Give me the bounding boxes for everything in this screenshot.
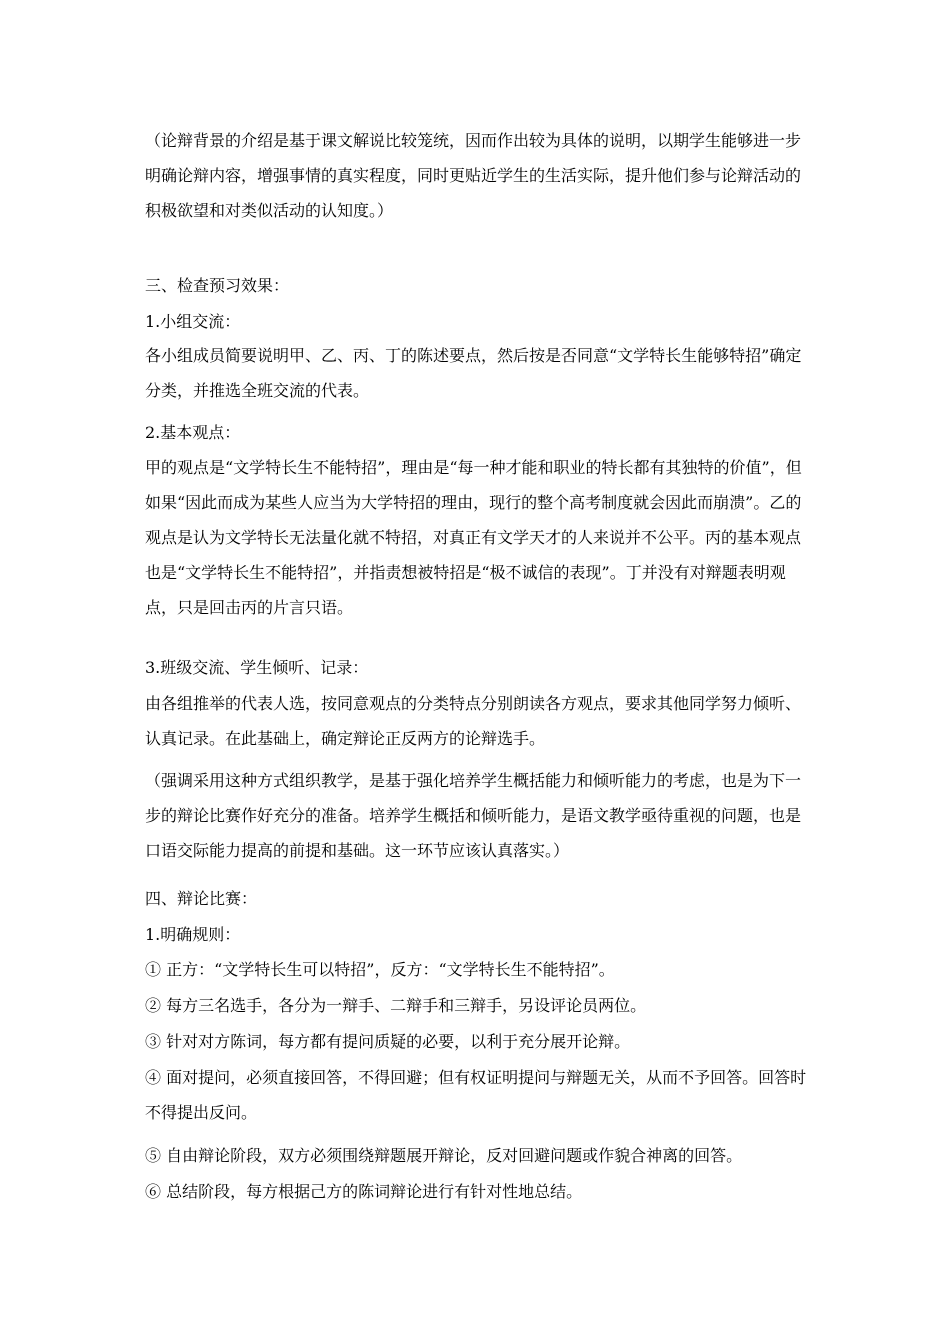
rule-item-2: ② 每方三名选手，各分为一辩手、二辩手和三辩手，另设评论员两位。: [145, 996, 647, 1015]
subheading-rules: 1.明确规则：: [145, 925, 241, 944]
subheading-class-exchange: 3.班级交流、学生倾听、记录：: [145, 658, 369, 677]
paragraph-debate-background-note: （论辩背景的介绍是基于课文解说比较笼统，因而作出较为具体的说明，以期学生能够进一步明确论辩内容，增强事情的真实程度，同时更贴近学生的生活实际，提升他们参与论辩活动的积极欲望和对类似活动的认知度。）: [145, 131, 802, 220]
paragraph-class-exchange: 由各组推举的代表人选，按同意观点的分类特点分别朗读各方观点，要求其他同学努力倾听、认真记录。在此基础上，确定辩论正反两方的论辩选手。: [145, 694, 802, 748]
paragraph-group-exchange: 各小组成员简要说明甲、乙、丙、丁的陈述要点，然后按是否同意“文学特长生能够特招”确定分类，并推选全班交流的代表。: [145, 346, 802, 400]
rule-item-4: ④ 面对提问，必须直接回答，不得回避；但有权证明提问与辩题无关，从而不予回答。回答时不得提出反问。: [145, 1068, 807, 1122]
rule-item-6: ⑥ 总结阶段，每方根据己方的陈词辩论进行有针对性地总结。: [145, 1182, 583, 1201]
rule-item-5: ⑤ 自由辩论阶段，双方必须围绕辩题展开辩论，反对回避问题或作貌合神离的回答。: [145, 1146, 743, 1165]
rule-item-3: ③ 针对对方陈词，每方都有提问质疑的必要，以利于充分展开论辩。: [145, 1032, 631, 1051]
heading-debate-contest: 四、辩论比赛：: [145, 889, 258, 908]
paragraph-teaching-note: （强调采用这种方式组织教学，是基于强化培养学生概括能力和倾听能力的考虑，也是为下一步的辩论比赛作好充分的准备。培养学生概括和倾听能力，是语文教学亟待重视的问题，也是口语交际能力提高的前提和基础。这一环节应该认真落实。）: [145, 771, 802, 860]
rule-item-1: ① 正方：“文学特长生可以特招”，反方：“文学特长生不能特招”。: [145, 960, 615, 979]
subheading-group-exchange: 1.小组交流：: [145, 312, 241, 331]
paragraph-basic-views: 甲的观点是“文学特长生不能特招”，理由是“每一种才能和职业的特长都有其独特的价值”，但如果“因此而成为某些人应当为大学特招的理由，现行的整个高考制度就会因此而崩溃”。乙的观点是认为文学特长无法量化就不特招，对真正有文学天才的人来说并不公平。丙的基本观点也是“文学特长生不能特招”，并指责想被特招是“极不诚信的表现”。丁并没有对辩题表明观点，只是回击丙的片言只语。: [145, 458, 802, 617]
heading-check-preview: 三、检查预习效果：: [145, 276, 290, 295]
subheading-basic-views: 2.基本观点：: [145, 423, 241, 442]
